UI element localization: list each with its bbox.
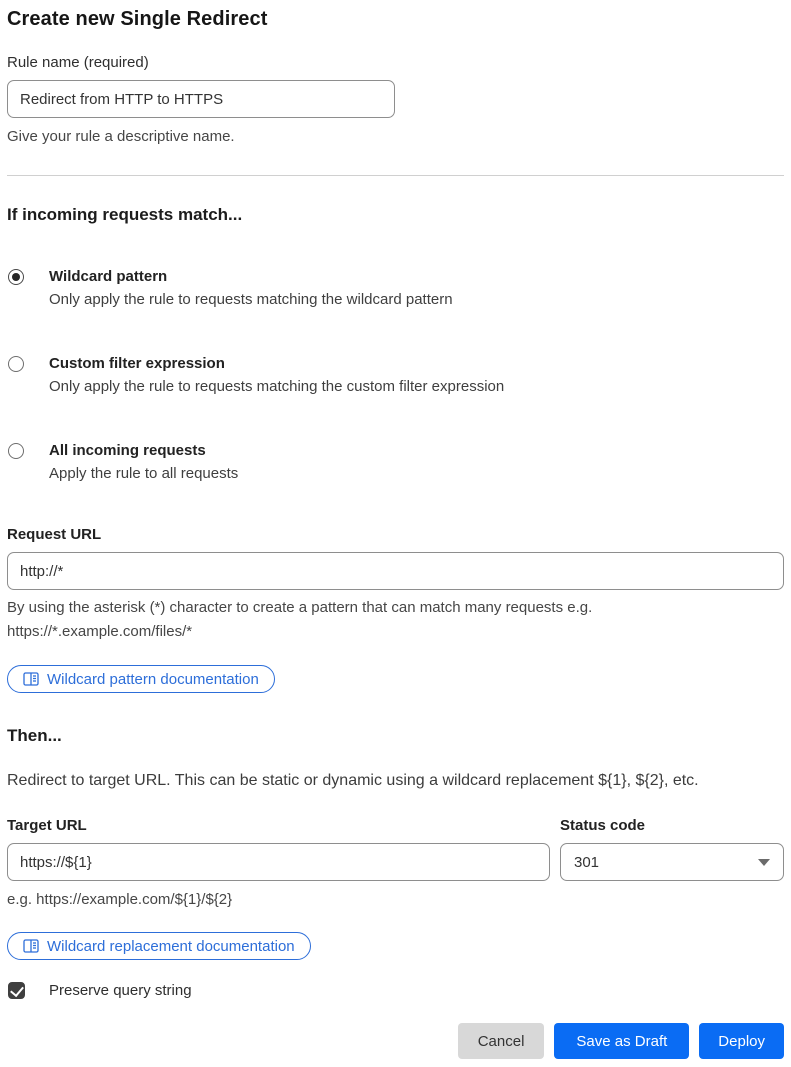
radio-button-all-requests[interactable] <box>8 443 24 459</box>
status-code-select[interactable] <box>560 843 784 881</box>
footer-actions <box>7 1023 784 1059</box>
deploy-button[interactable]: Deploy <box>699 1023 784 1059</box>
radio-desc-custom-filter: Only apply the rule to requests matching the custom filter expression <box>49 378 505 395</box>
wildcard-replacement-doc-button[interactable] <box>7 932 311 960</box>
book-icon <box>23 939 39 953</box>
book-icon <box>23 672 39 686</box>
wildcard-pattern-doc-label: Wildcard pattern documentation <box>47 670 259 688</box>
page-title: Create new Single Redirect <box>7 8 268 30</box>
rule-name-help: Give your rule a descriptive name. <box>7 128 235 145</box>
request-url-input[interactable] <box>7 552 784 590</box>
save-as-draft-button[interactable]: Save as Draft <box>554 1023 689 1059</box>
radio-button-wildcard-pattern[interactable] <box>8 269 24 285</box>
request-url-help-line2: https://*.example.com/files/* <box>7 623 193 640</box>
request-url-help-line1: By using the asterisk (*) character to create a pattern that can match many requests e.g. <box>7 599 593 616</box>
radio-option-all-requests[interactable] <box>7 441 784 484</box>
then-section-heading: Then... <box>7 726 62 745</box>
radio-option-wildcard-pattern[interactable] <box>7 267 784 310</box>
request-url-label: Request URL <box>7 526 102 543</box>
status-code-label: Status code <box>560 817 646 834</box>
radio-desc-all-requests: Apply the rule to all requests <box>49 465 239 482</box>
cancel-button[interactable]: Cancel <box>458 1023 545 1059</box>
preserve-query-checkbox[interactable] <box>8 982 25 999</box>
radio-desc-wildcard-pattern: Only apply the rule to requests matching the wildcard pattern <box>49 291 453 308</box>
request-url-help <box>7 596 784 644</box>
section-divider <box>7 175 784 176</box>
radio-option-custom-filter[interactable] <box>7 354 784 397</box>
radio-label-all-requests[interactable]: All incoming requests <box>49 442 206 459</box>
match-section-heading: If incoming requests match... <box>7 205 243 224</box>
then-description: Redirect to target URL. This can be static or dynamic using a wildcard replacement ${1}, ${2}, etc. <box>7 772 699 789</box>
wildcard-pattern-doc-button[interactable] <box>7 665 275 693</box>
match-type-radio-group <box>7 267 784 484</box>
radio-label-custom-filter[interactable]: Custom filter expression <box>49 355 225 372</box>
radio-label-wildcard-pattern[interactable]: Wildcard pattern <box>49 268 168 285</box>
preserve-query-label[interactable]: Preserve query string <box>49 982 192 999</box>
rule-name-label: Rule name (required) <box>7 54 149 71</box>
target-url-help: e.g. https://example.com/${1}/${2} <box>7 891 233 908</box>
radio-button-custom-filter[interactable] <box>8 356 24 372</box>
preserve-query-row[interactable] <box>7 982 784 999</box>
rule-name-input[interactable] <box>7 80 395 118</box>
target-url-input[interactable] <box>7 843 550 881</box>
wildcard-replacement-doc-label: Wildcard replacement documentation <box>47 937 295 955</box>
status-code-value: 301 <box>574 853 600 871</box>
target-url-label: Target URL <box>7 817 87 834</box>
chevron-down-icon <box>758 859 770 866</box>
